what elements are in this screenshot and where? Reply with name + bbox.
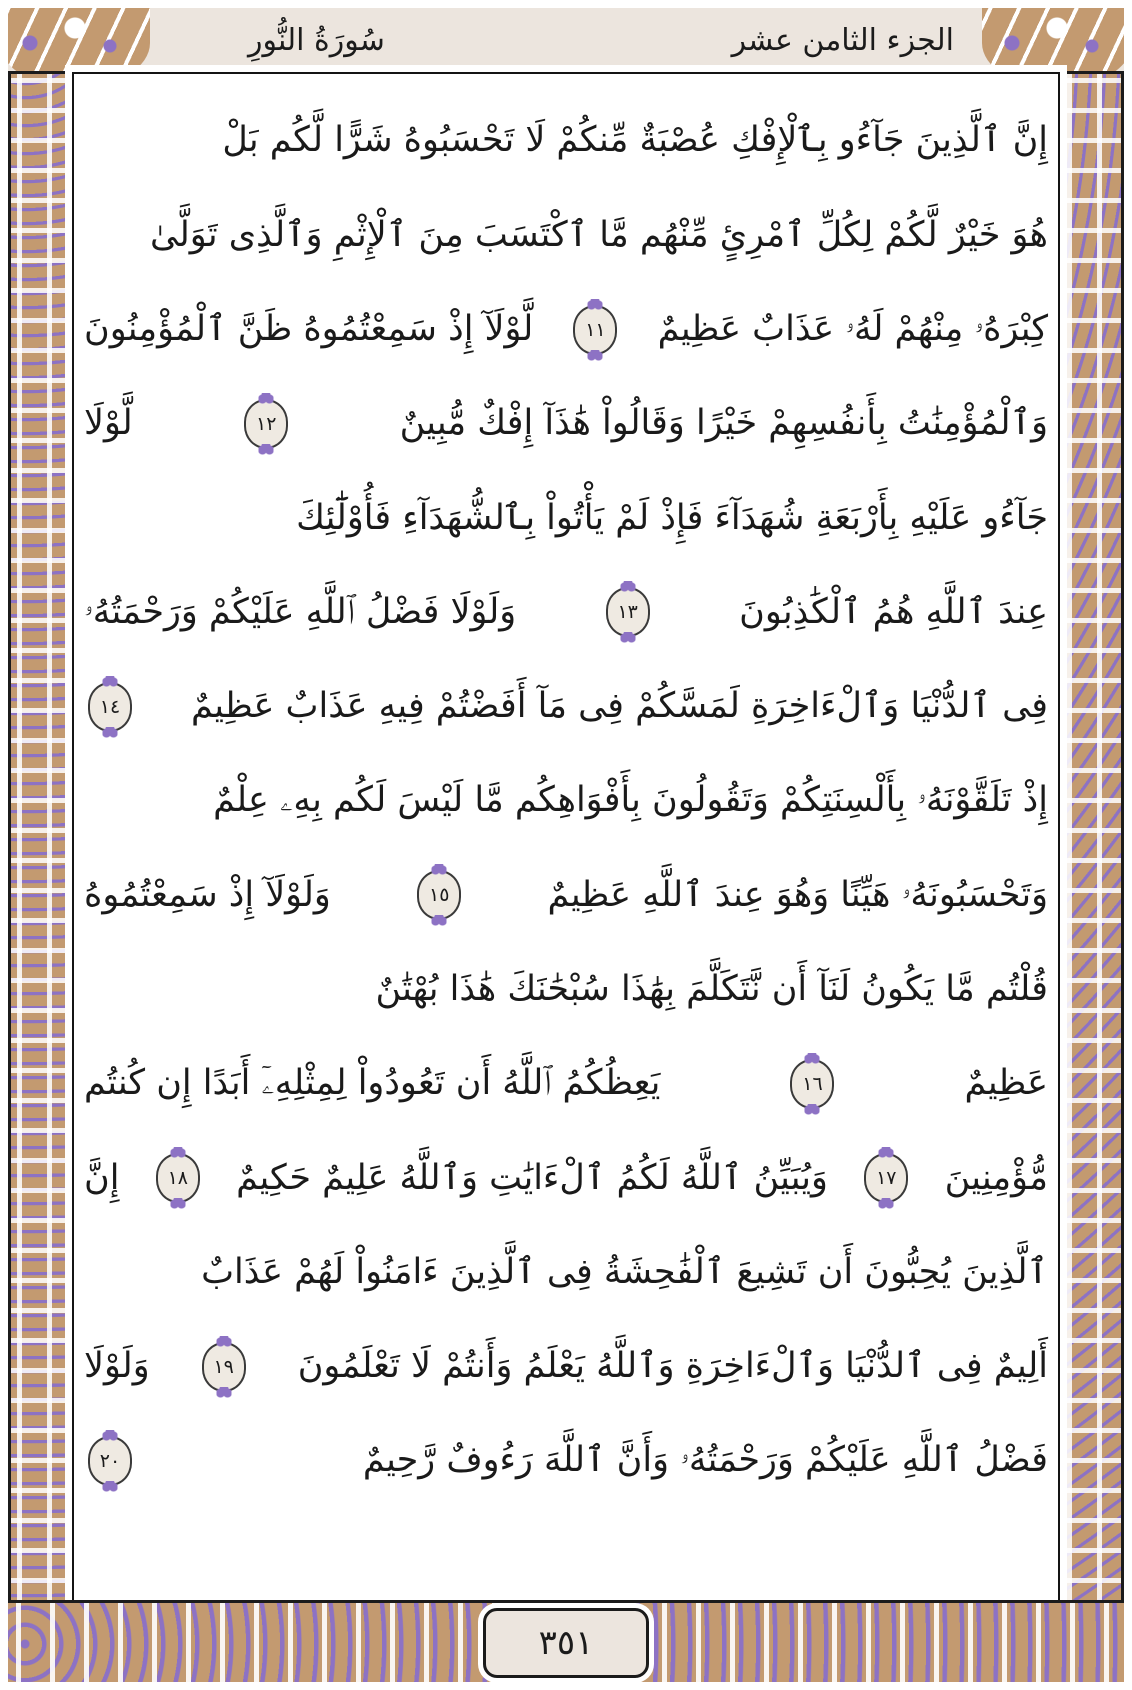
quran-text-segment: عِندَ ٱللَّهِ هُمُ ٱلْكَٰذِبُونَ: [739, 591, 1048, 632]
quran-text-segment: وَتَحْسَبُونَهُۥ هَيِّنًا وَهُوَ عِندَ ٱللَّهِ عَظِيمٌ: [547, 874, 1048, 915]
quran-text-segment: ٱلَّذِينَ يُحِبُّونَ أَن تَشِيعَ ٱلْفَٰحِشَةُ فِى ٱلَّذِينَ ءَامَنُواْ لَهُمْ عَذَابٌ: [201, 1251, 1048, 1292]
quran-text-segment: وَلَوْلَا: [84, 1346, 150, 1387]
page-number-cartouche: [483, 1608, 649, 1678]
ayah-end-marker: ٢٠: [88, 1436, 132, 1486]
page-header-band: [8, 8, 1124, 74]
quran-text-segment: لَّوْلَآ إِذْ سَمِعْتُمُوهُ ظَنَّ ٱلْمُؤْمِنُونَ: [84, 309, 534, 350]
quran-line: [84, 1039, 1048, 1129]
ayah-end-marker: ١٤: [88, 682, 132, 732]
ayah-end-marker: ١٧: [864, 1153, 908, 1203]
ayah-end-marker: ١٩: [202, 1342, 246, 1392]
quran-text-segment: وَلَوْلَآ إِذْ سَمِعْتُمُوهُ: [84, 874, 331, 915]
surah-label: سُورَةُ النُّورِ: [248, 23, 385, 58]
quran-text-segment: لَّوْلَا: [84, 403, 133, 444]
quran-line: [84, 473, 1048, 563]
quran-line: [84, 945, 1048, 1035]
quran-text-segment: وَلَوْلَا فَضْلُ ٱللَّهِ عَلَيْكُمْ وَرَحْمَتُهُۥ: [84, 591, 517, 632]
quran-text-segment: هُوَ خَيْرٌ لَّكُمْ لِكُلِّ ٱمْرِئٍ مِّنْهُم مَّا ٱكْتَسَبَ مِنَ ٱلْإِثْمِ وَٱلَّذِى تَوَلَّىٰ: [149, 214, 1048, 255]
juz-label: الجزء الثامن عشر: [731, 23, 954, 58]
quran-line: [84, 1133, 1048, 1223]
quran-line: [84, 1416, 1048, 1506]
quran-text-block: [84, 88, 1048, 1506]
quran-text-segment: كِبْرَهُۥ مِنْهُمْ لَهُۥ عَذَابٌ عَظِيمٌ: [657, 309, 1048, 350]
quran-text-segment: يَعِظُكُمُ ٱللَّهُ أَن تَعُودُواْ لِمِثْلِهِۦٓ أَبَدًا إِن كُنتُم: [84, 1063, 661, 1104]
quran-line: [84, 662, 1048, 752]
quran-text-segment: وَٱلْمُؤْمِنَٰتُ بِأَنفُسِهِمْ خَيْرًا وَقَالُواْ هَٰذَآ إِفْكٌ مُّبِينٌ: [399, 403, 1048, 444]
ayah-end-marker: ١٨: [156, 1153, 200, 1203]
quran-line: [84, 567, 1048, 657]
quran-text-segment: جَآءُو عَلَيْهِ بِأَرْبَعَةِ شُهَدَآءَ فَإِذْ لَمْ يَأْتُواْ بِٱلشُّهَدَآءِ فَأُوْلَٰٓئِكَ: [296, 497, 1048, 538]
quran-text-segment: إِنَّ: [84, 1157, 120, 1198]
quran-line: [84, 96, 1048, 186]
page-number: ٣٥١: [538, 1622, 594, 1663]
ayah-end-marker: ١٦: [790, 1059, 834, 1109]
quran-line: [84, 850, 1048, 940]
quran-line: [84, 756, 1048, 846]
quran-text-segment: عَظِيمٌ: [964, 1063, 1048, 1104]
ayah-end-marker: ١٢: [244, 399, 288, 449]
quran-text-segment: مُّؤْمِنِينَ: [944, 1157, 1048, 1198]
quran-text-segment: فَضْلُ ٱللَّهِ عَلَيْكُمْ وَرَحْمَتُهُۥ وَأَنَّ ٱللَّهَ رَءُوفٌ رَّحِيمٌ: [362, 1440, 1048, 1481]
page-footer-band: [8, 1600, 1124, 1682]
quran-line: [84, 285, 1048, 375]
quran-line: [84, 190, 1048, 280]
quran-text-segment: وَيُبَيِّنُ ٱللَّهُ لَكُمُ ٱلْءَايَٰتِ وَٱللَّهُ عَلِيمٌ حَكِيمٌ: [236, 1157, 828, 1198]
quran-text-segment: فِى ٱلدُّنْيَا وَٱلْءَاخِرَةِ لَمَسَّكُمْ فِى مَآ أَفَضْتُمْ فِيهِ عَذَابٌ عَظِيمٌ: [190, 686, 1048, 727]
ayah-end-marker: ١٣: [606, 587, 650, 637]
quran-line: [84, 1322, 1048, 1412]
ayah-end-marker: ١٥: [417, 870, 461, 920]
quran-line: [84, 1227, 1048, 1317]
quran-text-segment: أَلِيمٌ فِى ٱلدُّنْيَا وَٱلْءَاخِرَةِ وَٱللَّهُ يَعْلَمُ وَأَنتُمْ لَا تَعْلَمُونَ: [297, 1346, 1048, 1387]
quran-line: [84, 379, 1048, 469]
quran-text-segment: إِنَّ ٱلَّذِينَ جَآءُو بِٱلْإِفْكِ عُصْبَةٌ مِّنكُمْ لَا تَحْسَبُوهُ شَرًّا لَّكُم بَلْ: [222, 120, 1048, 161]
quran-text-segment: إِذْ تَلَقَّوْنَهُۥ بِأَلْسِنَتِكُمْ وَتَقُولُونَ بِأَفْوَاهِكُم مَّا لَيْسَ لَكُم بِهِۦ عِلْمٌ: [213, 780, 1048, 821]
ayah-end-marker: ١١: [573, 305, 617, 355]
quran-text-segment: قُلْتُم مَّا يَكُونُ لَنَآ أَن نَّتَكَلَّمَ بِهَٰذَا سُبْحَٰنَكَ هَٰذَا بُهْتَٰنٌ: [375, 968, 1048, 1009]
